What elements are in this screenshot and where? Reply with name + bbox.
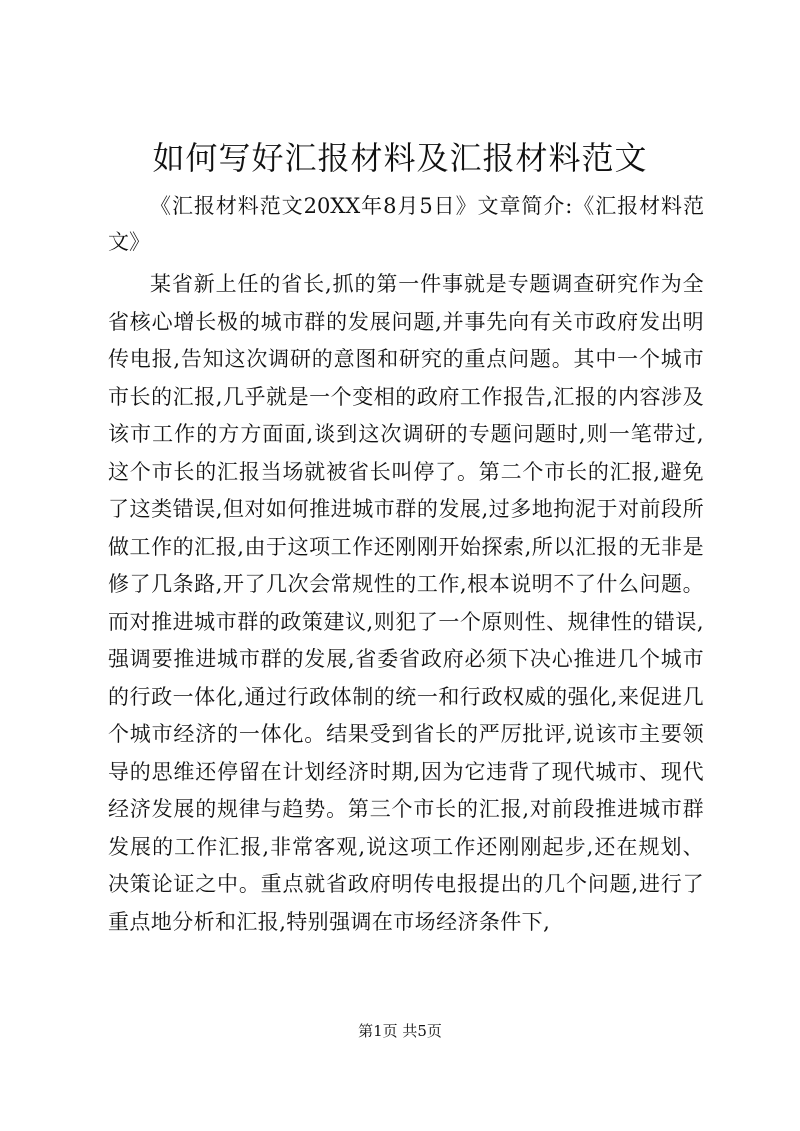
- page-number-footer: 第1页 共5页: [358, 1022, 442, 1040]
- document-title: 如何写好汇报材料及汇报材料范文: [152, 139, 648, 177]
- body-paragraph: 某省新上任的省长,抓的第一件事就是专题调查研究作为全省核心增长极的城市群的发展问题,并事先向有关市政府发出明传电报,告知这次调研的意图和研究的重点问题。其中一个城市市长的汇报,几乎就是一个变相的政府工作报告,汇报的内容涉及该市工作的方方面面,谈到这次调研的专题问题时,则一笔带过,这个市长的汇报当场就被省长叫停了。第二个市长的汇报,避免了这类错误,但对如何推进城市群的发展,过多地拘泥于对前段所做工作的汇报,由于这项工作还刚刚开始探索,所以汇报的无非是修了几条路,开了几次会常规性的工作,根本说明不了什么问题。而对推进城市群的政策建议,则犯了一个原则性、规律性的错误,强调要推进城市群的发展,省委省政府必须下决心推进几个城市的行政一体化,通过行政体制的统一和行政权威的强化,来促进几个城市经济的一体化。结果受到省长的严厉批评,说该市主要领导的思维还停留在计划经济时期,因为它违背了现代城市、现代经济发展的规律与趋势。第三个市长的汇报,对前段推进城市群发展的工作汇报,非常客观,说这项工作还刚刚起步,还在规划、决策论证之中。重点就省政府明传电报提出的几个问题,进行了重点地分析和汇报,特别强调在市场经济条件下,: [108, 272, 704, 934]
- article-summary: 《汇报材料范文20XX年8月5日》文章简介:《汇报材料范文》: [108, 194, 704, 254]
